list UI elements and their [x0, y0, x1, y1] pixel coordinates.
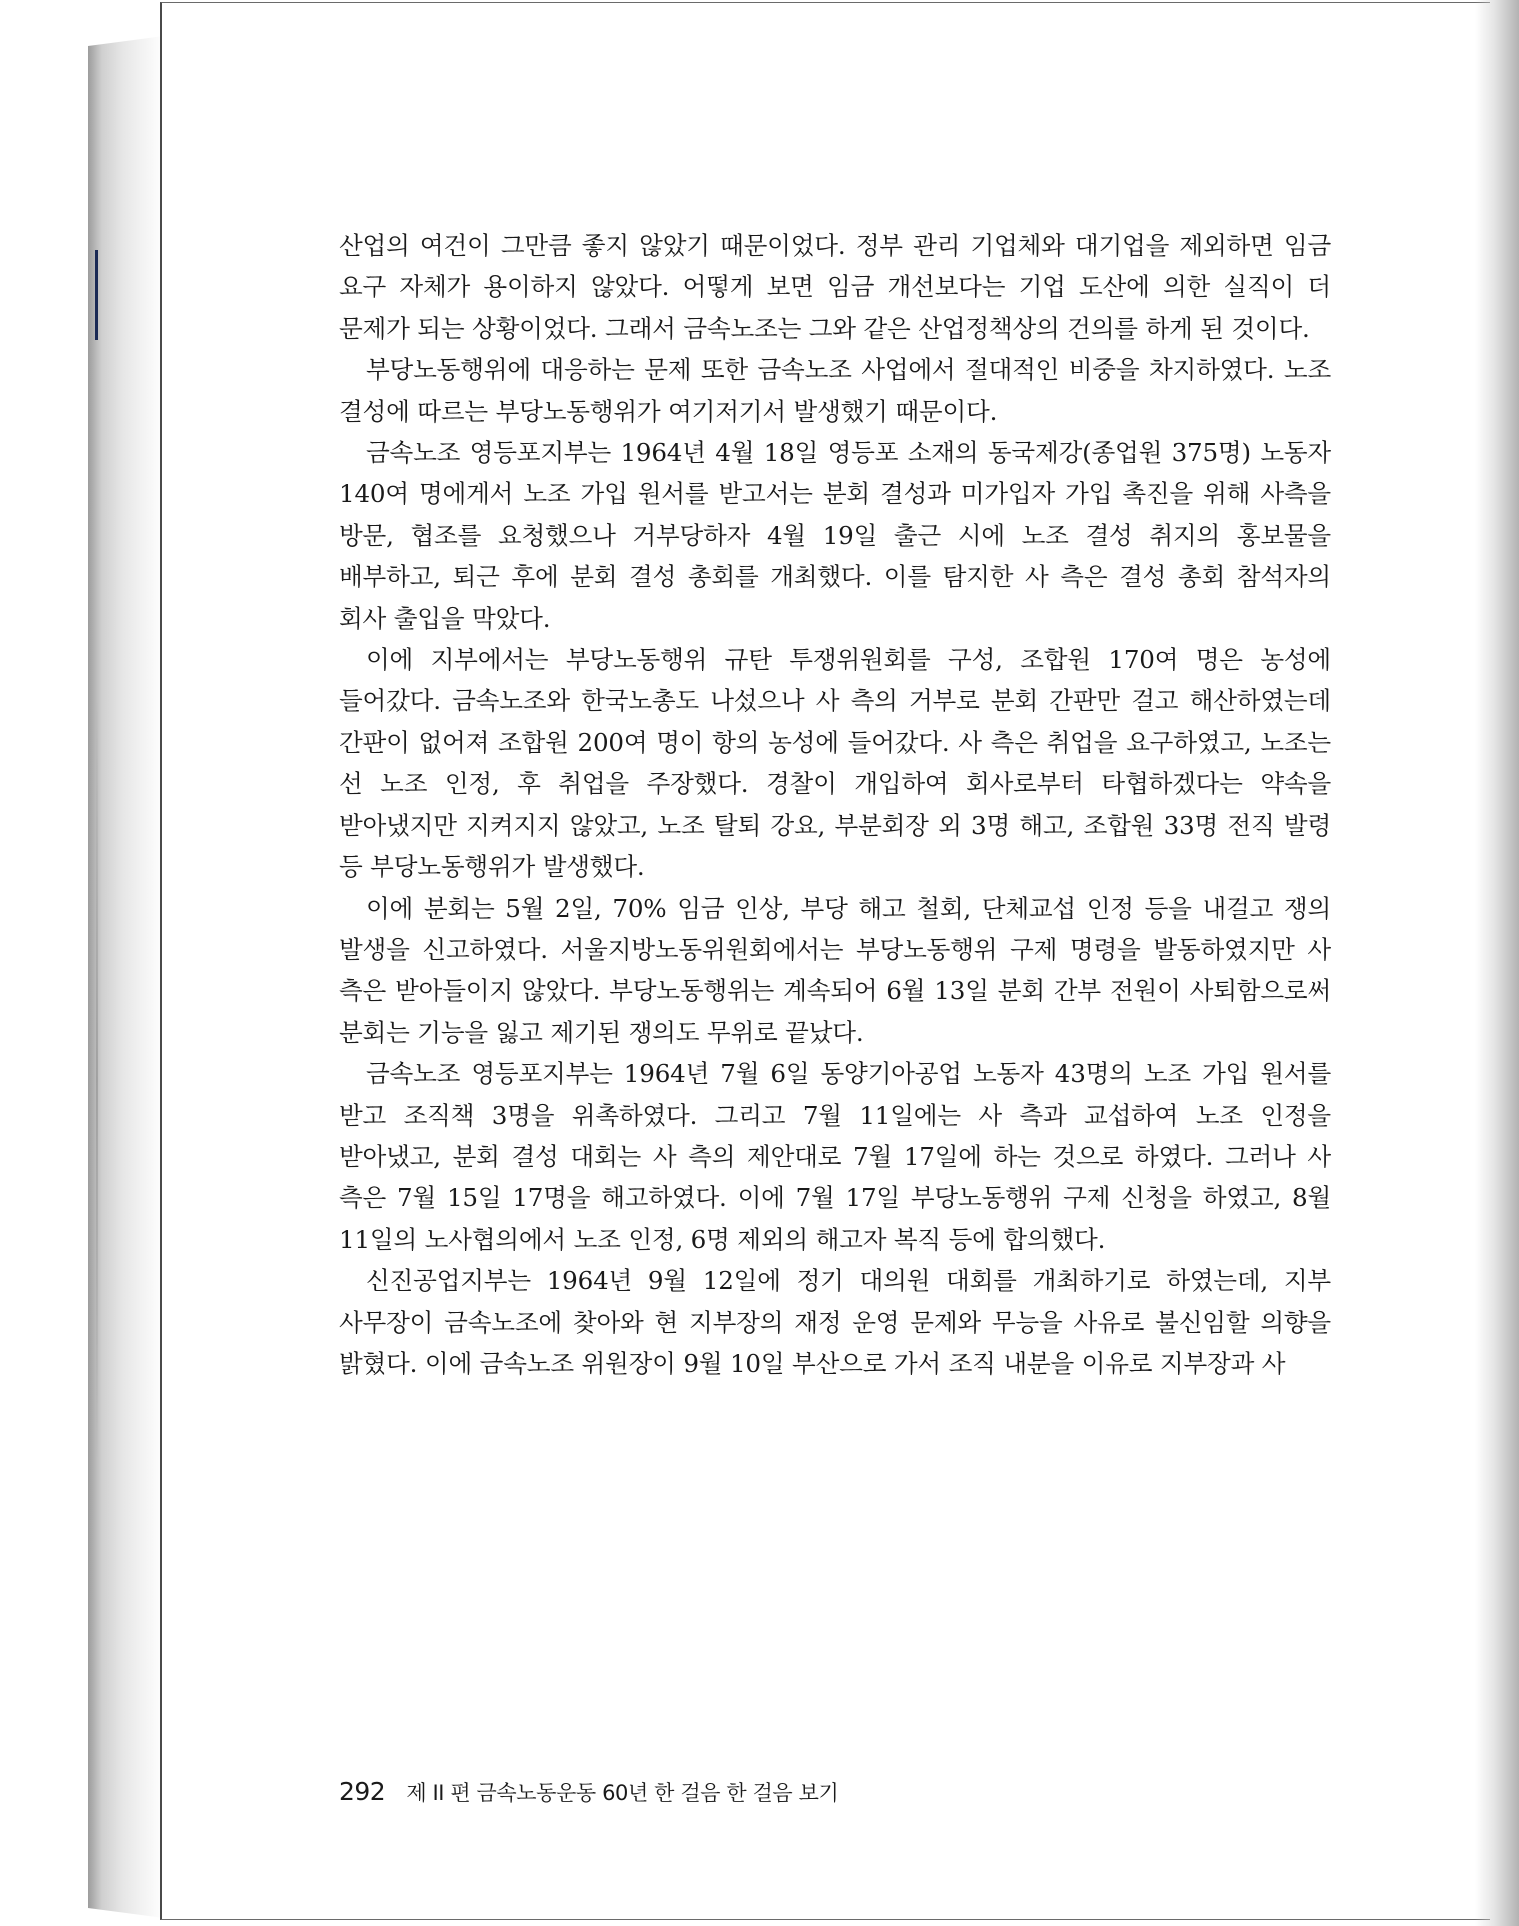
page-edge-shadow	[1475, 0, 1519, 1926]
paragraph: 금속노조 영등포지부는 1964년 7월 6일 동양기아공업 노동자 43명의 노조 가입 원서를 받고 조직책 3명을 위촉하였다. 그리고 7월 11일에는 사 측과 교섭하여 노조 인정을 받아냈고, 분회 결성 대회는 사 측의 제안대로 7월 17일에 하는 것으로 하였다. 그러나 사 측은 7월 15일 17명을 해고하였다. 이에 7월 17일 부당노동행위 구제 신청을 하였고, 8월 11일의 노사협의에서 노조 인정, 6명 제외의 해고자 복직 등에 합의했다.	[339, 1059, 1331, 1254]
paragraph: 신진공업지부는 1964년 9월 12일에 정기 대의원 대회를 개최하기로 하였는데, 지부 사무장이 금속노조에 찾아와 현 지부장의 재정 운영 문제와 무능을 사유로 불신임할 의향을 밝혔다. 이에 금속노조 위원장이 9월 10일 부산으로 가서 조직 내분을 이유로 지부장과 사	[339, 1266, 1331, 1378]
book-spine	[88, 36, 164, 1918]
running-head: 제 II 편 금속노동운동 60년 한 걸음 한 걸음 보기	[406, 1781, 839, 1805]
body-text	[339, 225, 1331, 1384]
paragraph: 이에 지부에서는 부당노동행위 규탄 투쟁위원회를 구성, 조합원 170여 명은 농성에 들어갔다. 금속노조와 한국노총도 나섰으나 사 측의 거부로 분회 간판만 걸고 해산하였는데 간판이 없어져 조합원 200여 명이 항의 농성에 들어갔다. 사 측은 취업을 요구하였고, 노조는 선 노조 인정, 후 취업을 주장했다. 경찰이 개입하여 회사로부터 타협하겠다는 약속을 받아냈지만 지켜지지 않았고, 노조 탈퇴 강요, 부분회장 외 3명 해고, 조합원 33명 전직 발령 등 부당노동행위가 발생했다.	[339, 645, 1331, 882]
spine-fold-mark	[96, 700, 98, 1460]
paragraph: 산업의 여건이 그만큼 좋지 않았기 때문이었다. 정부 관리 기업체와 대기업을 제외하면 임금 요구 자체가 용이하지 않았다. 어떻게 보면 임금 개선보다는 기업 도산에 의한 실직이 더 문제가 되는 상황이었다. 그래서 금속노조는 그와 같은 산업정책상의 건의를 하게 된 것이다.	[339, 231, 1331, 343]
paragraph: 금속노조 영등포지부는 1964년 4월 18일 영등포 소재의 동국제강(종업원 375명) 노동자 140여 명에게서 노조 가입 원서를 받고서는 분회 결성과 미가입자 가입 촉진을 위해 사측을 방문, 협조를 요청했으나 거부당하자 4월 19일 출근 시에 노조 결성 취지의 홍보물을 배부하고, 퇴근 후에 분회 결성 총회를 개최했다. 이를 탐지한 사 측은 결성 총회 참석자의 회사 출입을 막았다.	[339, 438, 1331, 633]
page-footer	[339, 1777, 838, 1807]
paragraph: 이에 분회는 5월 2일, 70% 임금 인상, 부당 해고 철회, 단체교섭 인정 등을 내걸고 쟁의 발생을 신고하였다. 서울지방노동위원회에서는 부당노동행위 구제 명령을 발동하였지만 사 측은 받아들이지 않았다. 부당노동행위는 계속되어 6월 13일 분회 간부 전원이 사퇴함으로써 분회는 기능을 잃고 제기된 쟁의도 무위로 끝났다.	[339, 893, 1332, 1047]
spine-bookmark-line	[95, 250, 98, 340]
paragraph: 부당노동행위에 대응하는 문제 또한 금속노조 사업에서 절대적인 비중을 차지하였다. 노조 결성에 따르는 부당노동행위가 여기저기서 발생했기 때문이다.	[339, 355, 1331, 426]
page-number: 292	[339, 1777, 386, 1806]
